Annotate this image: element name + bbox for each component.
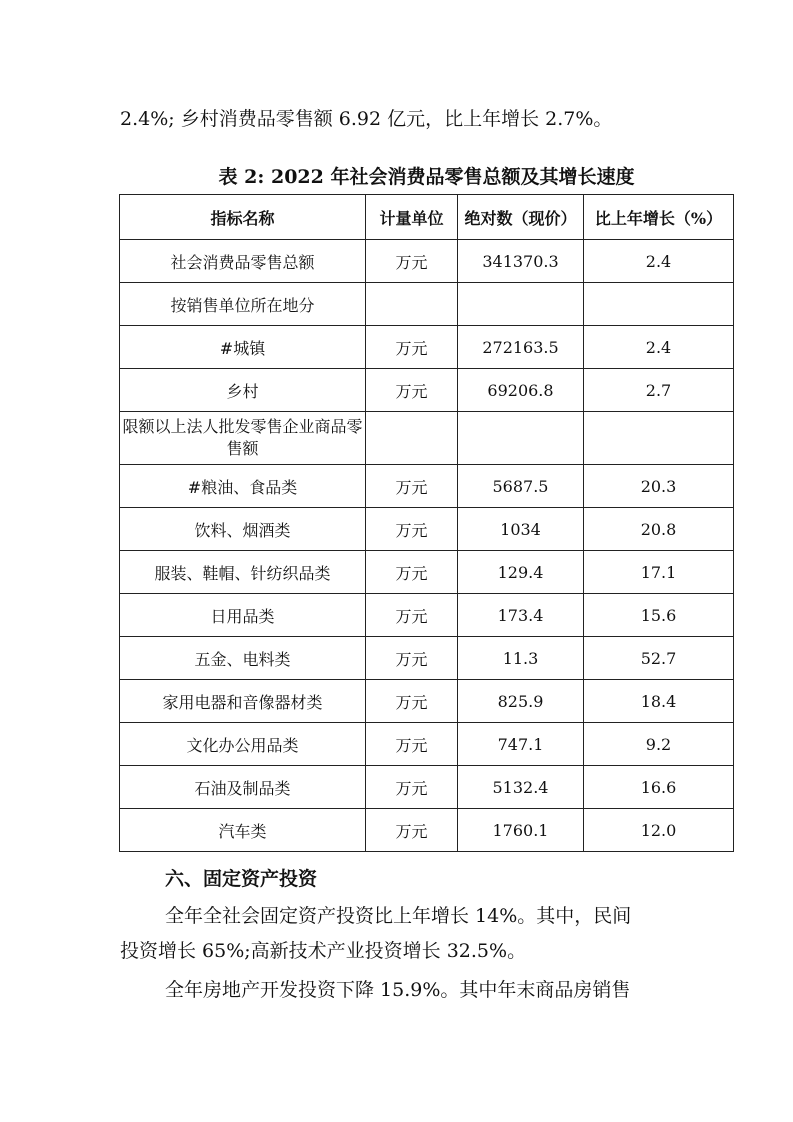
table-row [120,369,734,412]
table-row [120,723,734,766]
table-row [120,766,734,809]
table-header-row [120,195,734,240]
row-unit: 万元 [366,809,458,852]
row-unit: 万元 [366,508,458,551]
row-value [458,283,584,326]
row-unit: 万元 [366,369,458,412]
row-unit: 万元 [366,766,458,809]
row-value: 747.1 [458,723,584,766]
row-name: #粮油、食品类 [120,465,366,508]
row-name: 五金、电料类 [120,637,366,680]
row-value: 69206.8 [458,369,584,412]
row-value: 129.4 [458,551,584,594]
row-value [458,412,584,465]
table-row [120,412,734,465]
row-name: 饮料、烟酒类 [120,508,366,551]
row-value: 173.4 [458,594,584,637]
row-growth [584,283,734,326]
table-row [120,326,734,369]
row-unit: 万元 [366,637,458,680]
row-value: 5132.4 [458,766,584,809]
row-value: 341370.3 [458,240,584,283]
row-value: 11.3 [458,637,584,680]
header-indicator-name: 指标名称 [120,195,366,240]
row-value: 5687.5 [458,465,584,508]
row-unit: 万元 [366,465,458,508]
row-growth: 20.8 [584,508,734,551]
row-growth: 16.6 [584,766,734,809]
row-unit: 万元 [366,326,458,369]
table-row [120,465,734,508]
row-name: 服装、鞋帽、针纺织品类 [120,551,366,594]
table-row [120,637,734,680]
row-growth [584,412,734,465]
row-value: 1034 [458,508,584,551]
table-row [120,594,734,637]
table-row [120,809,734,852]
row-growth: 9.2 [584,723,734,766]
row-name: 日用品类 [120,594,366,637]
row-name: 文化办公用品类 [120,723,366,766]
row-unit: 万元 [366,240,458,283]
header-growth: 比上年增长（%） [584,195,734,240]
paragraph-investment-line-1: 全年全社会固定资产投资比上年增长 14%。其中，民间 [165,905,632,927]
header-absolute-value: 绝对数（现价） [458,195,584,240]
row-unit [366,412,458,465]
row-unit: 万元 [366,594,458,637]
paragraph-real-estate-line-1: 全年房地产开发投资下降 15.9%。其中年末商品房销售 [165,979,631,1001]
row-growth: 52.7 [584,637,734,680]
row-value: 272163.5 [458,326,584,369]
row-growth: 2.4 [584,326,734,369]
table-row [120,283,734,326]
row-name: 按销售单位所在地分 [120,283,366,326]
row-name: 社会消费品零售总额 [120,240,366,283]
row-name: 限额以上法人批发零售企业商品零售额 [120,412,366,465]
row-unit: 万元 [366,551,458,594]
row-growth: 15.6 [584,594,734,637]
paragraph-investment-line-2: 投资增长 65%;高新技术产业投资增长 32.5%。 [120,940,527,962]
row-name: #城镇 [120,326,366,369]
table-row [120,680,734,723]
row-unit: 万元 [366,723,458,766]
row-growth: 20.3 [584,465,734,508]
table-title: 表 2: 2022 年社会消费品零售总额及其增长速度 [218,166,635,188]
row-growth: 17.1 [584,551,734,594]
header-unit: 计量单位 [366,195,458,240]
row-unit: 万元 [366,680,458,723]
intro-line: 2.4%; 乡村消费品零售额 6.92 亿元，比上年增长 2.7%。 [120,108,613,130]
table-row [120,240,734,283]
row-growth: 12.0 [584,809,734,852]
row-growth: 2.4 [584,240,734,283]
row-name: 家用电器和音像器材类 [120,680,366,723]
table-row [120,508,734,551]
row-name: 汽车类 [120,809,366,852]
retail-sales-table [119,194,734,852]
row-name: 石油及制品类 [120,766,366,809]
row-value: 1760.1 [458,809,584,852]
row-unit [366,283,458,326]
row-growth: 2.7 [584,369,734,412]
section-heading: 六、固定资产投资 [165,868,318,890]
row-growth: 18.4 [584,680,734,723]
row-name: 乡村 [120,369,366,412]
table-row [120,551,734,594]
row-value: 825.9 [458,680,584,723]
